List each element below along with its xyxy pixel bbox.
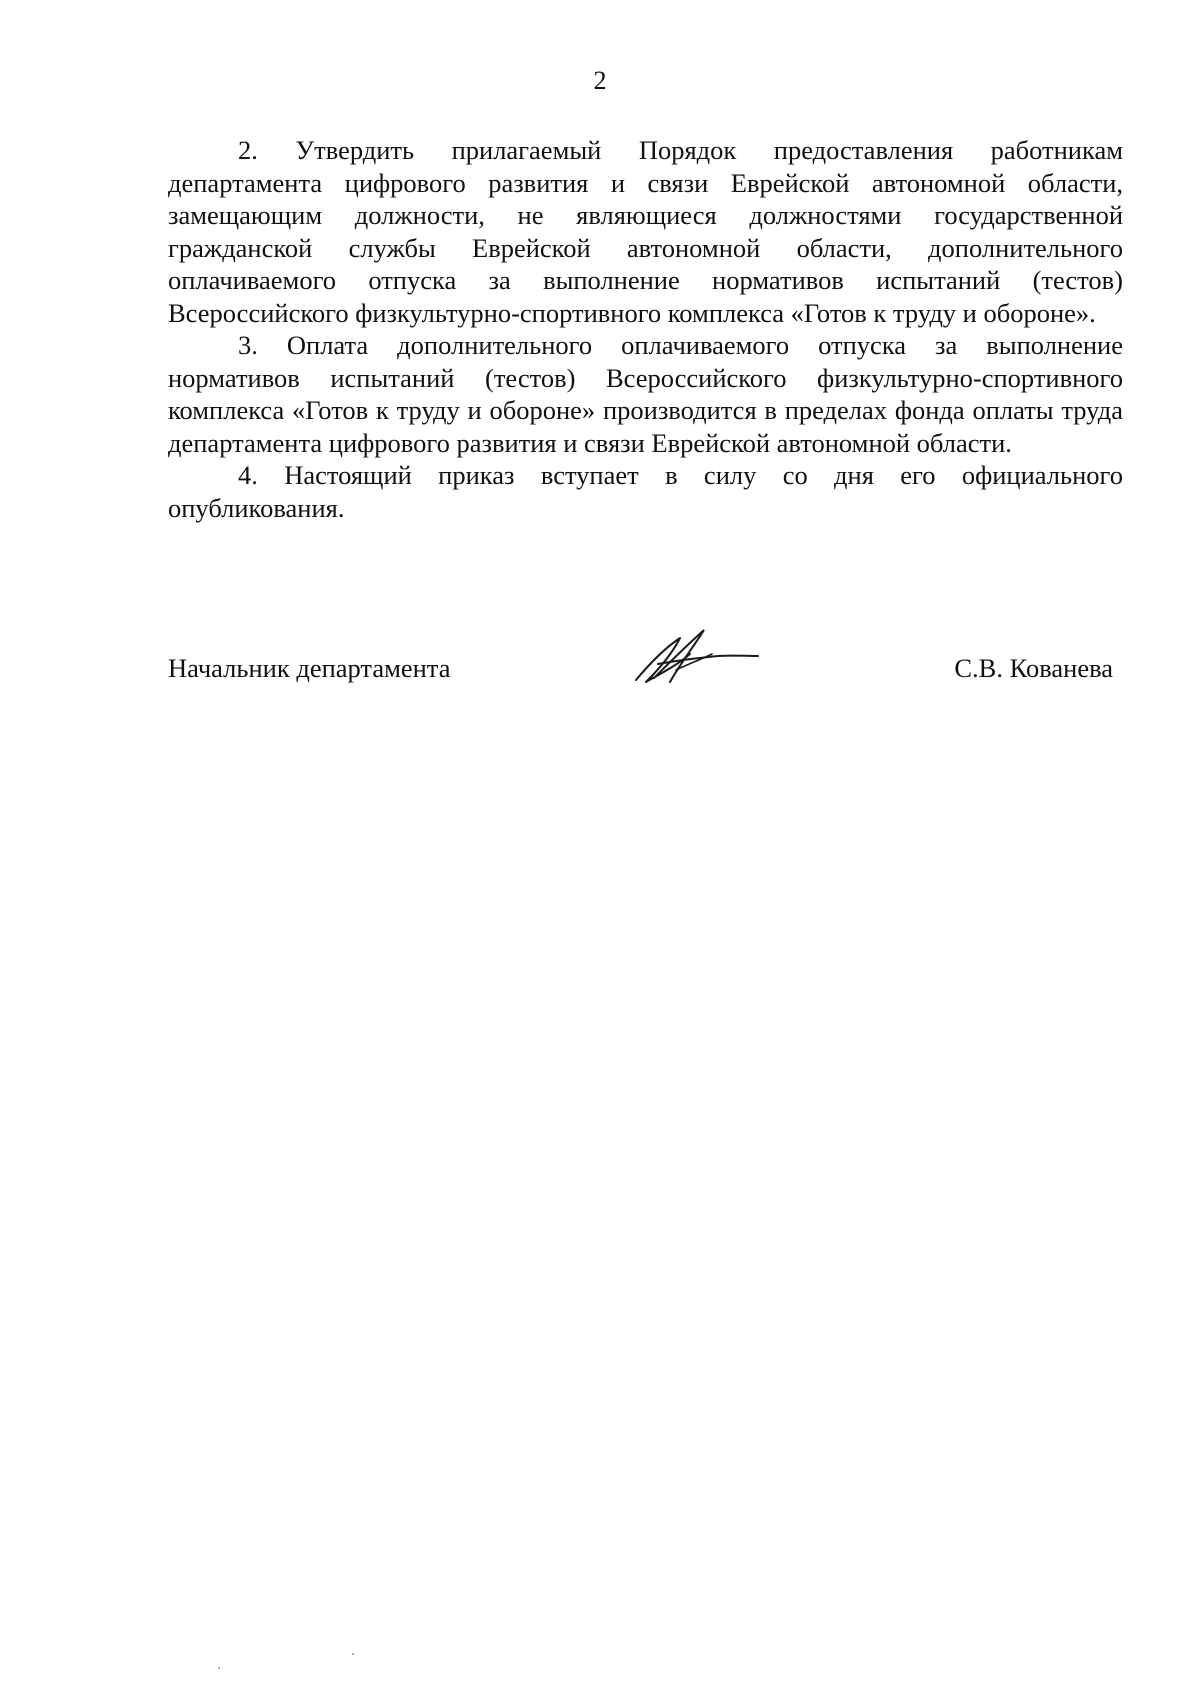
- signature-block: [168, 652, 1113, 692]
- paragraph-item-3: 3. Оплата дополнительного оплачиваемого отпуска за выполнение нормативов испытаний (тестов) Всероссийского физкультурно-спортивного комплекса «Готов к труду и обороне» производится в пределах фонда оплаты труда департамента цифрового развития и связи Еврейской автономной области.: [168, 330, 1123, 458]
- scan-speck: [218, 1667, 220, 1669]
- handwritten-signature: [628, 624, 763, 694]
- scan-speck: [352, 1653, 354, 1655]
- page-number: 2: [593, 66, 607, 95]
- signer-name: С.В. Кованева: [954, 653, 1113, 683]
- paragraph-item-2: 2. Утвердить прилагаемый Порядок предоставления работникам департамента цифрового развития и связи Еврейской автономной области, замещающим должности, не являющиеся должностями государственной гражданской службы Еврейской автономной области, дополнительного оплачиваемого отпуска за выполнение нормативов испытаний (тестов) Всероссийского физкультурно-спортивного комплекса «Готов к труду и обороне».: [168, 135, 1123, 328]
- paragraph-item-4: 4. Настоящий приказ вступает в силу со дня его официального опубликования.: [168, 460, 1123, 523]
- document-body: [168, 134, 1123, 524]
- signer-position: Начальник департамента: [168, 653, 451, 683]
